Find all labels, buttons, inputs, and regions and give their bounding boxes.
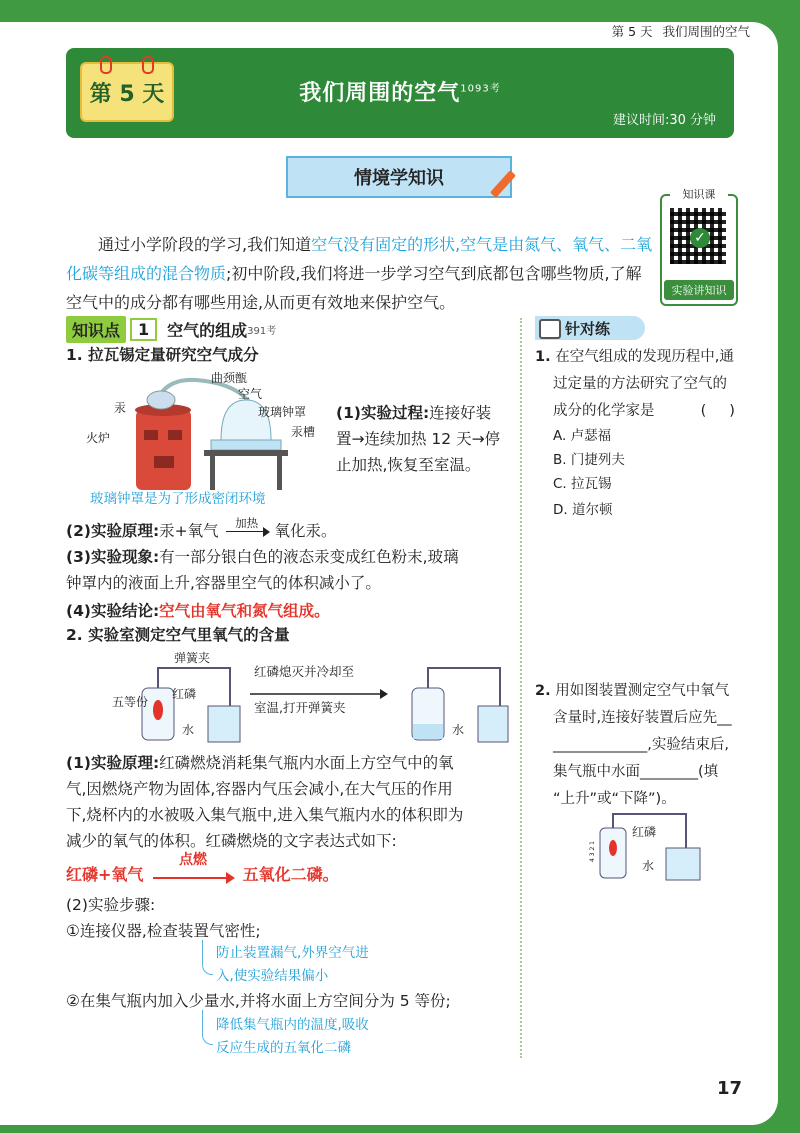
label-water-2: 水	[452, 723, 465, 737]
note-line: 防止装置漏气,外界空气进	[216, 945, 369, 961]
beaker-shape	[208, 706, 240, 742]
flame-shape	[609, 840, 617, 856]
question-text: 含量时,连接好装置后应先__	[553, 710, 732, 726]
label-clip: 弹簧夹	[174, 651, 211, 665]
label-furnace: 火炉	[86, 431, 111, 445]
question-text: “上升”或“下降”)。	[553, 791, 676, 807]
intro-text-2: ;初中阶段,我们将进一步学习空气到底都包含哪些物质,了解空气中的成分都有哪些用途,从而更有效地来保护空气。	[66, 264, 642, 312]
oxygen-principle-3: 下,烧杯内的水被吸入集气瓶中,进入集气瓶内水的体积即为	[66, 806, 464, 824]
step-1-note	[216, 942, 369, 988]
page-number: 17	[716, 1078, 742, 1099]
process-arrow-head	[380, 689, 388, 699]
knowledge-point-number: 1	[130, 318, 157, 341]
intro-text: 通过小学阶段的学习,我们知道	[98, 235, 312, 254]
principle-right: 氧化汞。	[274, 522, 337, 540]
note-line: 入,使实验结果偏小	[216, 968, 329, 984]
mercury-trough-shape	[211, 440, 281, 450]
note-bracket	[202, 940, 213, 975]
hand-icon	[539, 319, 561, 339]
note-line: 反应生成的五氧化二磷	[216, 1040, 351, 1056]
day-banner	[66, 48, 734, 138]
intro-paragraph	[66, 230, 654, 317]
step-2: ②在集气瓶内加入少量水,并将水面上方空间分为 5 等份;	[66, 992, 451, 1010]
process-label: (1)实验过程:	[336, 404, 430, 422]
label-water: 水	[182, 723, 195, 737]
stand-top	[204, 450, 288, 456]
furnace-shape	[136, 410, 191, 490]
check-icon: ✓	[690, 228, 710, 248]
page-title-note: 1093考	[460, 83, 501, 95]
lavoisier-conclusion	[66, 598, 330, 624]
note-line: 降低集气瓶内的温度,吸收	[216, 1017, 369, 1033]
furnace-vent	[168, 430, 182, 440]
mid-text-2: 室温,打开弹簧夹	[254, 700, 346, 715]
knowledge-point-tag: 知识点	[66, 316, 126, 343]
lavoisier-process-line-1	[336, 400, 491, 426]
bell-jar-note: 玻璃钟罩是为了形成密闭环境	[90, 491, 266, 507]
intro-highlight: 空气没有固定的形状,空气是由氮气、氧气、二氧化碳等组成的混合物质	[66, 235, 653, 283]
fig-label-phosphorus: 红磷	[632, 825, 657, 839]
oxygen-apparatus-figure	[112, 650, 512, 750]
lavoisier-principle	[66, 518, 337, 544]
option-c[interactable]: C. 拉瓦锡	[553, 476, 612, 492]
label-retort: 曲颈甑	[211, 371, 248, 385]
conclusion-label: (4)实验结论:	[66, 602, 160, 620]
qr-top-label: 知识课	[670, 186, 728, 202]
reaction-condition: 点燃	[179, 852, 207, 868]
knowledge-point-heading	[66, 316, 276, 343]
steps-label: (2)实验步骤:	[66, 896, 156, 914]
option-a[interactable]: A. 卢瑟福	[553, 428, 612, 444]
question-text: 在空气组成的发现历程中,通	[555, 349, 734, 365]
flame-shape	[153, 700, 163, 720]
question-text: 集气瓶中水面________(填	[553, 764, 719, 780]
day-tag-label: 第 5 天	[89, 81, 165, 107]
heading-number: 1.	[66, 346, 83, 364]
label-bell-jar: 玻璃钟罩	[258, 405, 307, 419]
section-title-text: 情境学知识	[354, 168, 444, 189]
lavoisier-process-line-3: 止加热,恢复至室温。	[336, 456, 481, 474]
running-head	[606, 22, 750, 40]
lavoisier-apparatus-figure	[86, 370, 336, 500]
conclusion-text: 空气由氧气和氮气组成。	[159, 602, 330, 620]
label-air: 空气	[238, 387, 263, 401]
label-trough: 汞槽	[291, 425, 316, 439]
phosphorus-reaction	[66, 852, 339, 885]
water-level	[413, 724, 443, 739]
option-d[interactable]: D. 道尔顿	[553, 502, 613, 518]
lavoisier-phenomenon	[66, 544, 459, 570]
reaction-left: 红磷+氧气	[66, 865, 144, 884]
stand-leg	[210, 456, 215, 490]
running-head-topic: 我们周围的空气	[662, 24, 750, 39]
principle-text: 红磷燃烧消耗集气瓶内水面上方空气中的氧	[159, 754, 454, 772]
label-five-parts: 五等份	[112, 695, 149, 709]
fig-marks: 4 3 2 1	[589, 841, 596, 862]
beaker-shape-2	[478, 706, 508, 742]
question-number: 1.	[535, 349, 551, 365]
step-2-note	[216, 1014, 369, 1060]
furnace-vent	[144, 430, 158, 440]
heat-arrow-icon	[224, 516, 270, 536]
question-number: 2.	[535, 683, 551, 699]
oxygen-principle-1	[66, 750, 454, 776]
running-head-day: 第 5 天	[611, 24, 653, 39]
question-text: 用如图装置测定空气中氧气	[555, 683, 730, 699]
heading-text: 实验室测定空气里氧气的含量	[88, 626, 290, 644]
beaker-shape	[666, 848, 700, 880]
furnace-vent	[154, 456, 174, 468]
phenomenon-label: (3)实验现象:	[66, 548, 160, 566]
lavoisier-heading	[66, 342, 259, 368]
heat-condition: 加热	[235, 516, 259, 530]
process-text: 连接好装	[429, 404, 492, 422]
stand-leg	[277, 456, 282, 490]
practice-title: 针对练	[565, 319, 611, 338]
label-mercury: 汞	[114, 401, 127, 415]
question-text: 成分的化学家是 ( )	[553, 403, 735, 419]
question-2	[535, 678, 745, 813]
ring-icon	[100, 56, 112, 74]
oxygen-principle-4: 减少的氧气的体积。红磷燃烧的文字表达式如下:	[66, 832, 397, 850]
section-title	[286, 156, 512, 198]
step-1: ①连接仪器,检查装置气密性;	[66, 922, 261, 940]
phenomenon-text: 有一部分银白色的液态汞变成红色粉末,玻璃	[159, 548, 459, 566]
option-b[interactable]: B. 门捷列夫	[553, 452, 625, 468]
note-bracket-2	[202, 1010, 213, 1045]
question-text: 过定量的方法研究了空气的	[553, 376, 727, 392]
heading-number: 2.	[66, 626, 83, 644]
ring-icon	[142, 56, 154, 74]
principle-label: (1)实验原理:	[66, 754, 160, 772]
lavoisier-process-line-2: 置→连续加热 12 天→停	[336, 430, 501, 448]
question-text: _____________,实验结束后,	[553, 737, 729, 753]
qr-bottom-label: 实验讲知识	[664, 280, 734, 300]
suggested-time: 建议时间:30 分钟	[612, 113, 716, 128]
page-title-text: 我们周围的空气	[299, 81, 461, 106]
oxygen-principle-2: 气,因燃烧产物为固体,容器内气压会减小,在大气压的作用	[66, 780, 453, 798]
knowledge-point-title: 空气的组成	[167, 321, 248, 340]
knowledge-point-note: 391考	[247, 326, 277, 337]
retort-bulb	[147, 391, 175, 409]
reaction-right: 五氧化二磷。	[242, 865, 339, 884]
practice-heading	[535, 316, 645, 340]
qr-card[interactable]	[660, 188, 738, 306]
principle-left: 汞+氧气	[159, 522, 219, 540]
lavoisier-phenomenon-2: 钟罩内的液面上升,容器里空气的体积减小了。	[66, 574, 381, 592]
label-phosphorus: 红磷	[172, 687, 197, 701]
principle-label: (2)实验原理:	[66, 522, 160, 540]
question-1	[535, 344, 745, 425]
ignite-arrow-icon	[149, 852, 237, 884]
column-divider	[520, 318, 522, 1058]
fig-label-water: 水	[642, 859, 655, 873]
mid-text-1: 红磷熄灭并冷却至	[254, 664, 355, 679]
heading-text: 拉瓦锡定量研究空气成分	[88, 346, 259, 364]
oxygen-heading	[66, 622, 290, 648]
page-title	[66, 76, 734, 107]
question-2-figure	[590, 808, 710, 884]
